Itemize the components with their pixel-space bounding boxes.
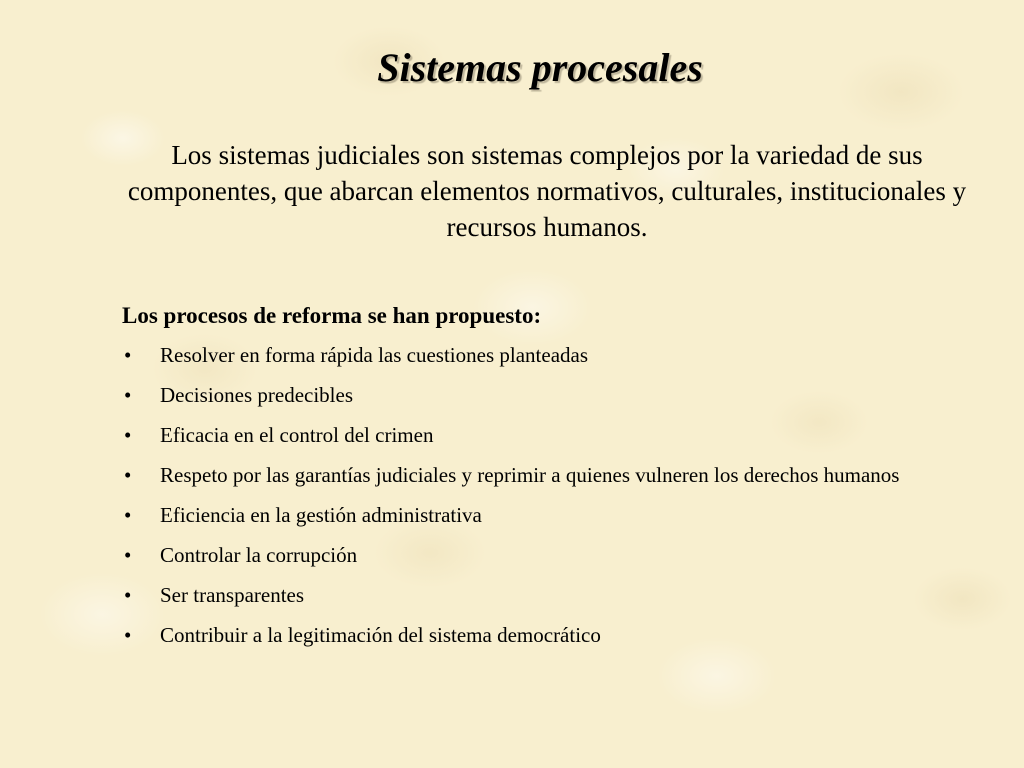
bullet-icon: • — [124, 383, 132, 407]
list-item — [122, 620, 942, 650]
bullet-icon: • — [124, 543, 132, 567]
list-item — [122, 540, 942, 570]
list-item-text: Eficiencia en la gestión administrativa — [160, 503, 482, 527]
list-item-text: Contribuir a la legitimación del sistema democrático — [160, 623, 601, 647]
section-heading: Los procesos de reforma se han propuesto: — [122, 303, 542, 328]
list-item-text: Ser transparentes — [160, 583, 305, 607]
bullet-list — [122, 340, 942, 660]
bullet-icon: • — [124, 343, 132, 367]
list-item — [122, 580, 942, 610]
bullet-icon: • — [124, 503, 132, 527]
list-item-text: Eficacia en el control del crimen — [160, 423, 434, 447]
list-item — [122, 500, 942, 530]
bullet-icon: • — [124, 423, 132, 447]
list-item — [122, 460, 942, 490]
list-item — [122, 380, 942, 410]
slide-title: Sistemas procesales — [377, 45, 703, 90]
list-item-text: Respeto por las garantías judiciales y reprimir a quienes vulneren los derechos humanos — [160, 463, 900, 487]
list-item-text: Decisiones predecibles — [160, 383, 354, 407]
list-item — [122, 340, 942, 370]
list-item-text: Resolver en forma rápida las cuestiones planteadas — [160, 343, 589, 367]
bullet-icon: • — [124, 583, 132, 607]
list-item — [122, 420, 942, 450]
list-item-text: Controlar la corrupción — [160, 543, 358, 567]
bullet-icon: • — [124, 463, 132, 487]
intro-paragraph: Los sistemas judiciales son sistemas complejos por la variedad de sus componentes, que abarcan elementos normativos, culturales, institucionales y recursos humanos. — [127, 140, 967, 242]
bullet-icon: • — [124, 623, 132, 647]
